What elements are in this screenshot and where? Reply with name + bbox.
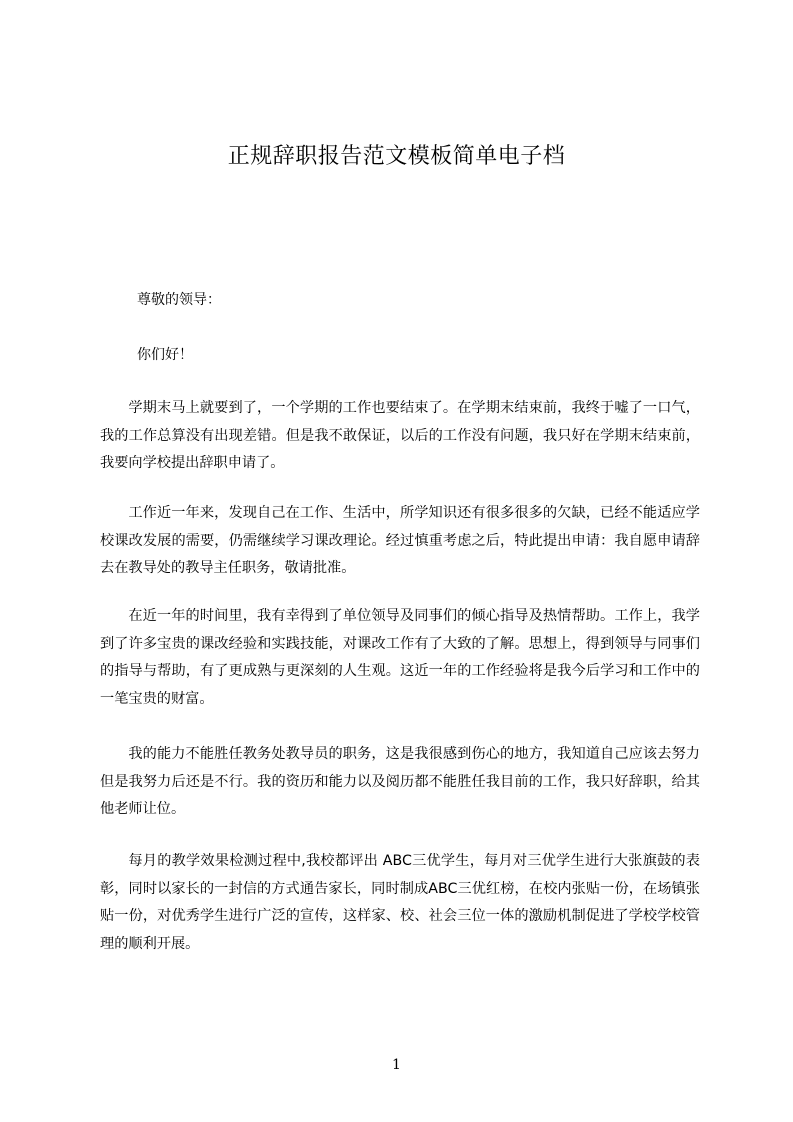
paragraph-2: 工作近一年来，发现自己在工作、生活中，所学知识还有很多很多的欠缺，已经不能适应学校课改发展的需要，仍需继续学习课改理论。经过慎重考虑之后，特此提出申请：我自愿申请辞去在教导处的教导主任职务，敬请批准。 — [100, 505, 700, 576]
greeting: 你们好！ — [137, 347, 193, 363]
paragraph-3: 在近一年的时间里，我有幸得到了单位领导及同事们的倾心指导及热情帮助。工作上，我学到了许多宝贵的课改经验和实践技能，对课改工作有了大致的了解。思想上，得到领导与同事们的指导与帮助，有了更成熟与更深刻的人生观。这近一年的工作经验将是我今后学习和工作中的一笔宝贵的财富。 — [100, 608, 700, 707]
paragraph-1: 学期末马上就要到了，一个学期的工作也要结束了。在学期末结束前，我终于嘘了一口气，我的工作总算没有出现差错。但是我不敢保证，以后的工作没有问题，我只好在学期末结束前，我要向学校提出辞职申请了。 — [100, 400, 700, 471]
document-title: 正规辞职报告范文模板简单电子档 — [227, 144, 566, 169]
paragraph-5: 每月的教学效果检测过程中,我校都评出 ABC三优学生，每月对三优学生进行大张旗鼓的表彰，同时以家长的一封信的方式通告家长，同时制成ABC三优红榜，在校内张贴一份，在场镇张贴一份，对优秀学生进行广泛的宣传，这样家、校、社会三位一体的激励机制促进了学校学校管理的顺利开展。 — [100, 853, 700, 952]
salutation: 尊敬的领导： — [137, 292, 221, 308]
page-number: 1 — [392, 1057, 401, 1073]
paragraph-4: 我的能力不能胜任教务处教导员的职务，这是我很感到伤心的地方，我知道自己应该去努力但是我努力后还是不行。我的资历和能力以及阅历都不能胜任我目前的工作，我只好辞职，给其他老师让位。 — [100, 746, 700, 817]
